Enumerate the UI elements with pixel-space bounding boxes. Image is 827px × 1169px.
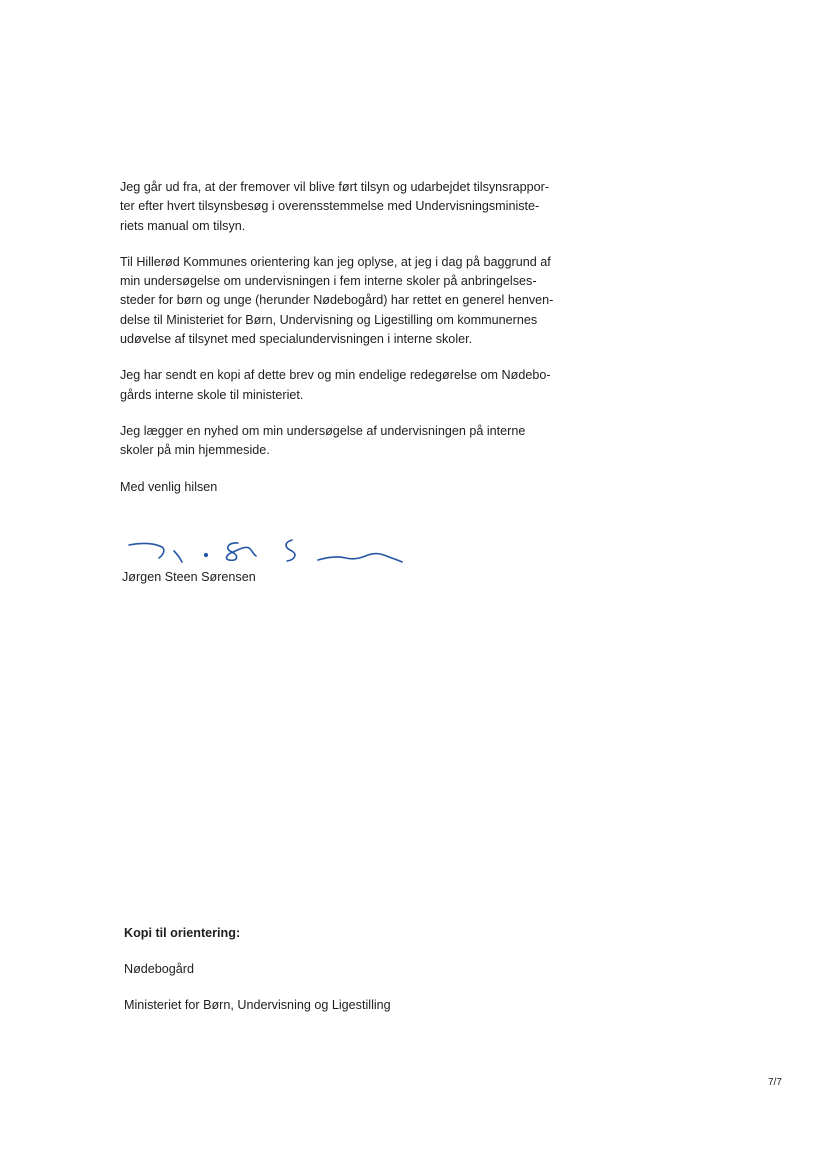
text-line: gårds interne skole til ministeriet. [120, 387, 304, 402]
signer-name: Jørgen Steen Sørensen [122, 570, 256, 584]
text-line: min undersøgelse om undervisningen i fem interne skoler på anbringelses- [120, 274, 537, 289]
signature-strokes [129, 540, 402, 562]
copy-recipient: Nødebogård [124, 962, 195, 976]
paragraph-copy-sent [120, 366, 590, 405]
paragraph-supervision [120, 178, 590, 236]
text-line: Jeg har sendt en kopi af dette brev og min endelige redegørelse om Nødebo- [120, 368, 551, 383]
text-line: delse til Ministeriet for Børn, Undervisning og Ligestilling om kommunernes [120, 312, 538, 327]
copy-recipient: Ministeriet for Børn, Undervisning og Ligestilling [124, 998, 391, 1012]
text-line: steder for børn og unge (herunder Nødebogård) har rettet en generel henven- [120, 293, 554, 308]
copy-heading: Kopi til orientering: [124, 926, 241, 940]
text-line: Jeg lægger en nyhed om min undersøgelse af undervisningen på interne [120, 423, 526, 438]
text-line: Til Hillerød Kommunes orientering kan jeg oplyse, at jeg i dag på baggrund af [120, 254, 551, 269]
text-line: Jeg går ud fra, at der fremover vil blive ført tilsyn og udarbejdet tilsynsrappor- [120, 180, 550, 194]
closing-greeting: Med venlig hilsen [120, 479, 218, 494]
copy-recipients-section [124, 924, 391, 1032]
paragraph-news [120, 422, 590, 461]
page-number: 7/7 [768, 1077, 782, 1088]
text-line: skoler på min hjemmeside. [120, 443, 270, 458]
text-line: riets manual om tilsyn. [120, 218, 246, 233]
letter-body [120, 178, 590, 497]
text-line: udøvelse af tilsynet med specialundervisningen i interne skoler. [120, 332, 473, 347]
paragraph-municipality [120, 253, 590, 349]
text-line: ter efter hvert tilsynsbesøg i overensstemmelse med Undervisningsministe- [120, 199, 540, 214]
